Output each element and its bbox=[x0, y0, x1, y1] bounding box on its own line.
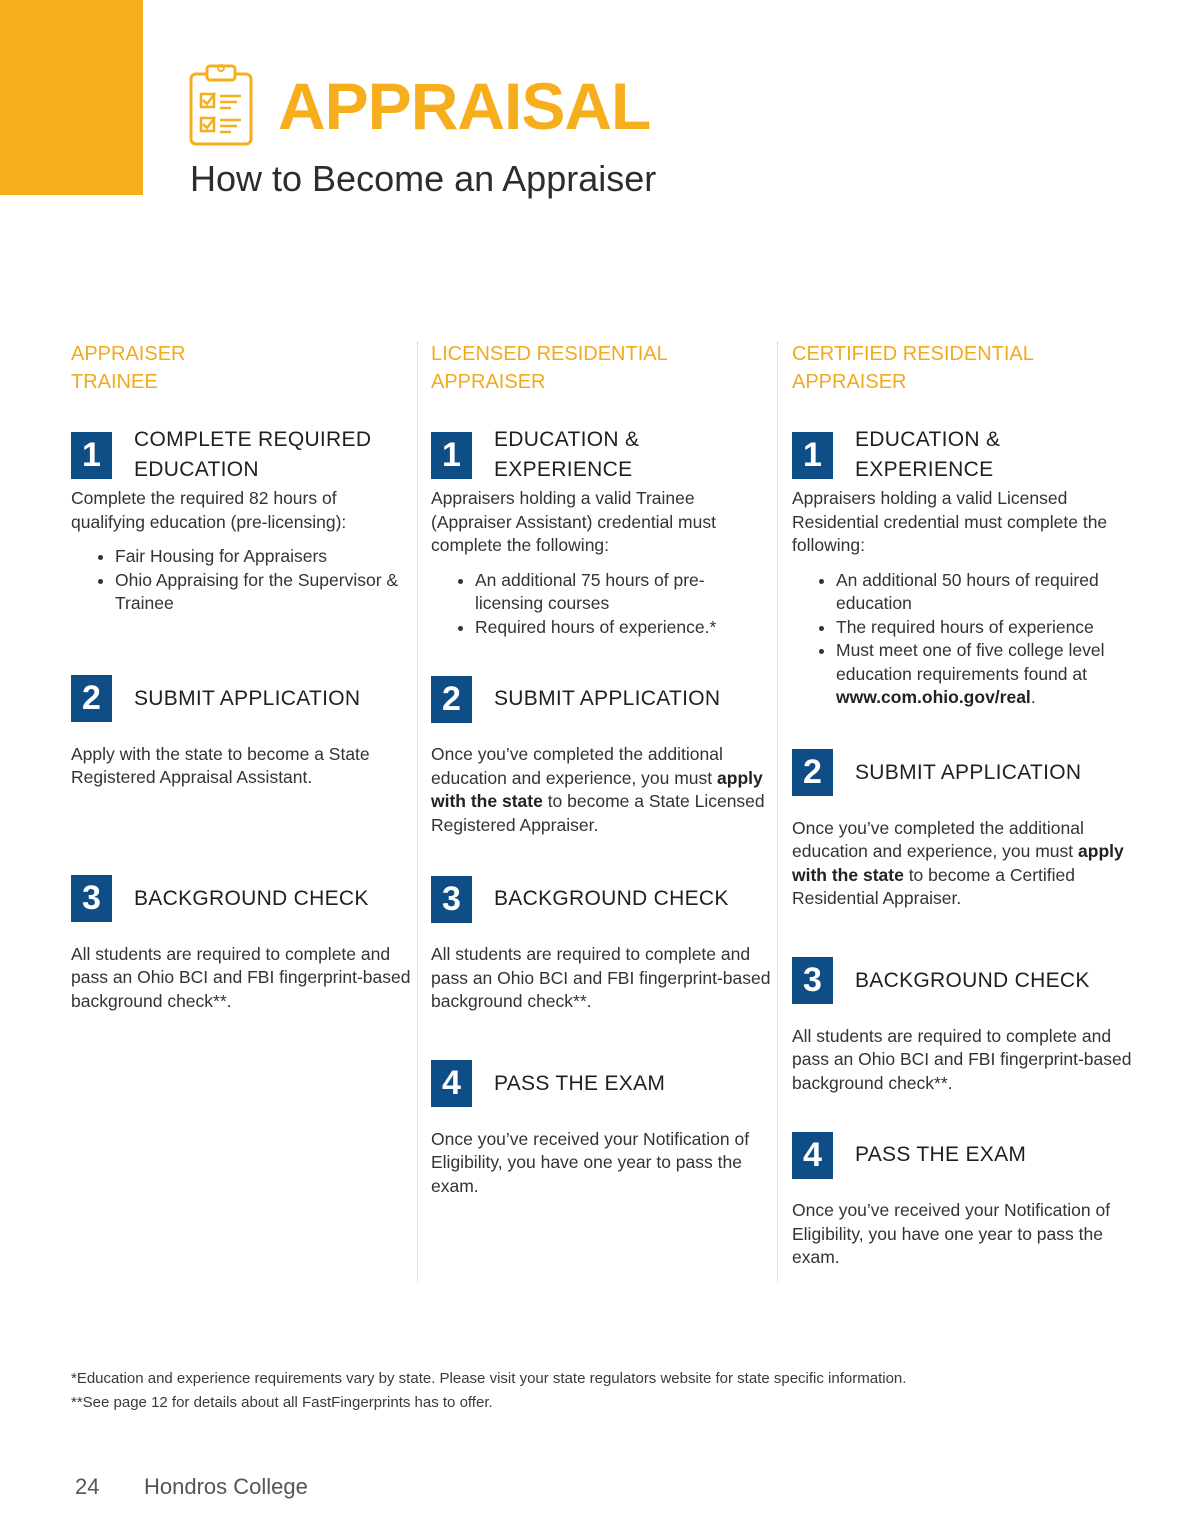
accent-block bbox=[0, 0, 143, 195]
step-title: SUBMIT APPLICATION bbox=[494, 687, 721, 710]
step-number-badge: 1 bbox=[431, 432, 472, 479]
step-2 bbox=[792, 743, 1132, 911]
step-number-badge: 4 bbox=[431, 1060, 472, 1107]
step-number-badge: 3 bbox=[71, 875, 112, 922]
list-item: • An additional 50 hours of required education bbox=[836, 569, 1132, 616]
list-item: • The required hours of experience bbox=[836, 616, 1132, 640]
step-text-part: Once you’ve completed the additional education and experience, you must bbox=[431, 744, 723, 788]
column-appraiser-trainee bbox=[71, 340, 411, 1013]
step-number-badge: 2 bbox=[71, 675, 112, 722]
step-text: Once you’ve received your Notification of Eligibility, you have one year to pass the exam. bbox=[431, 1128, 750, 1196]
college-name: Hondros College bbox=[144, 1474, 308, 1499]
step-text: Once you’ve received your Notification of Eligibility, you have one year to pass the exam. bbox=[792, 1200, 1111, 1267]
step-number-badge: 1 bbox=[792, 432, 833, 479]
step-bullets bbox=[431, 569, 771, 640]
website-link[interactable]: www.com.ohio.gov/real bbox=[836, 687, 1031, 707]
column-divider bbox=[417, 342, 418, 1282]
column-title: LICENSED RESIDENTIAL APPRAISER bbox=[431, 343, 668, 393]
step-4 bbox=[431, 1054, 771, 1199]
step-title: BACKGROUND CHECK bbox=[494, 887, 729, 910]
list-item: • An additional 75 hours of pre-licensing courses bbox=[475, 569, 771, 616]
footnote: **See page 12 for details about all FastFingerprints has to offer. bbox=[71, 1393, 493, 1411]
step-number-badge: 2 bbox=[431, 676, 472, 723]
step-text-bold: apply with the state bbox=[431, 767, 763, 811]
step-text: All students are required to complete and pass an Ohio BCI and FBI fingerprint-based background check**. bbox=[71, 943, 411, 1011]
step-title: SUBMIT APPLICATION bbox=[134, 686, 361, 710]
step-2 bbox=[431, 669, 771, 837]
step-number-badge: 1 bbox=[71, 432, 112, 479]
footnote: *Education and experience requirements vary by state. Please visit your state regulators website for state specific information. bbox=[71, 1370, 907, 1387]
step-text bbox=[431, 743, 771, 837]
step-text: All students are required to complete and pass an Ohio BCI and FBI fingerprint-based background check**. bbox=[792, 1025, 1132, 1093]
step-2 bbox=[71, 669, 411, 790]
column-title: APPRAISER TRAINEE bbox=[71, 343, 186, 393]
step-number-badge: 3 bbox=[431, 876, 472, 923]
list-item-text: . bbox=[1030, 687, 1036, 707]
list-item: • Fair Housing for Appraisers bbox=[115, 545, 411, 569]
step-text bbox=[792, 817, 1132, 911]
list-item: • Ohio Appraising for the Supervisor & Trainee bbox=[115, 569, 411, 616]
step-bullets bbox=[792, 569, 1132, 710]
step-number-badge: 2 bbox=[792, 749, 833, 796]
step-bullets bbox=[71, 545, 411, 616]
list-item bbox=[836, 639, 1132, 710]
column-divider bbox=[777, 342, 778, 1282]
step-title: SUBMIT APPLICATION bbox=[855, 760, 1082, 784]
step-text-part: to become a Certified Residential Appraiser. bbox=[792, 864, 1076, 908]
step-text: Apply with the state to become a State Registered Appraisal Assistant. bbox=[71, 743, 370, 787]
step-title: PASS THE EXAM bbox=[494, 1071, 666, 1095]
clipboard-checklist-icon bbox=[187, 62, 255, 146]
page-number: 24 bbox=[75, 1474, 100, 1499]
step-title: BACKGROUND CHECK bbox=[134, 886, 369, 910]
step-number-badge: 4 bbox=[792, 1132, 833, 1179]
column-title: CERTIFIED RESIDENTIAL APPRAISER bbox=[792, 343, 1034, 393]
step-number-badge: 3 bbox=[792, 957, 833, 1004]
step-3 bbox=[71, 869, 411, 1014]
column-licensed-residential bbox=[431, 340, 771, 1198]
step-text-bold: apply with the state bbox=[792, 841, 1124, 885]
step-title: COMPLETE REQUIRED EDUCATION bbox=[134, 428, 372, 481]
step-text: All students are required to complete and pass an Ohio BCI and FBI fingerprint-based background check**. bbox=[431, 944, 771, 1011]
column-certified-residential bbox=[792, 340, 1132, 1270]
step-4 bbox=[792, 1125, 1132, 1270]
step-title: BACKGROUND CHECK bbox=[855, 968, 1090, 992]
page-title: APPRAISAL bbox=[278, 69, 651, 143]
step-text: Appraisers holding a valid Trainee (Appraiser Assistant) credential must complete the following: bbox=[431, 488, 716, 555]
step-text-part: to become a State Licensed Registered Appraiser. bbox=[431, 791, 765, 835]
step-3 bbox=[431, 869, 771, 1014]
step-3 bbox=[792, 951, 1132, 1096]
footnotes bbox=[71, 1367, 906, 1414]
list-item-text: Must meet one of five college level education requirements found at bbox=[836, 640, 1105, 684]
step-title: PASS THE EXAM bbox=[855, 1143, 1027, 1166]
step-1 bbox=[71, 425, 411, 616]
step-1 bbox=[431, 425, 771, 639]
step-text: Appraisers holding a valid Licensed Residential credential must complete the following: bbox=[792, 488, 1108, 555]
list-item: • Required hours of experience.* bbox=[475, 616, 771, 640]
step-text-part: Once you’ve completed the additional education and experience, you must bbox=[792, 817, 1084, 861]
step-title: EDUCATION & EXPERIENCE bbox=[855, 428, 1001, 481]
page-subtitle: How to Become an Appraiser bbox=[190, 158, 657, 199]
step-title: EDUCATION & EXPERIENCE bbox=[494, 428, 640, 481]
step-text: Complete the required 82 hours of qualifying education (pre-licensing): bbox=[71, 488, 347, 532]
step-1 bbox=[792, 425, 1132, 710]
